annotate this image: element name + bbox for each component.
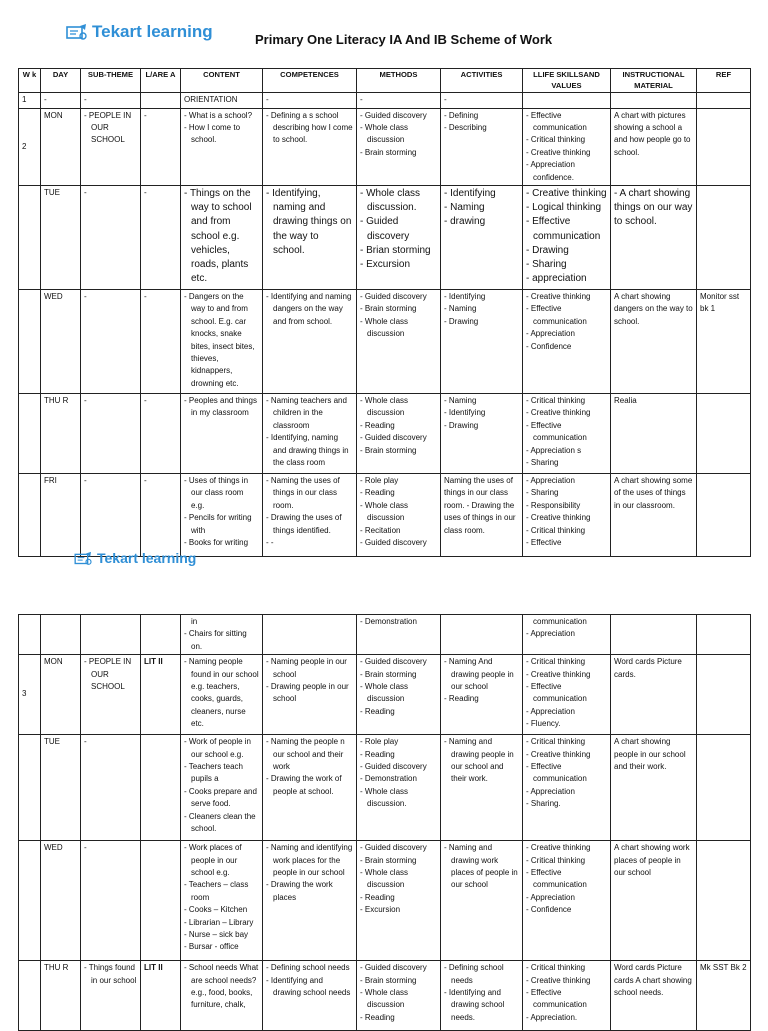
- content-cell: [181, 289, 263, 393]
- table-row: [19, 93, 751, 108]
- subtheme-cell: [81, 655, 141, 735]
- list-item: - Demonstration: [360, 616, 437, 628]
- activities-cell: [441, 393, 523, 473]
- list-item: - Brain storming: [360, 303, 437, 315]
- day-cell: [41, 615, 81, 655]
- table-row: [19, 841, 751, 961]
- methods-cell: [357, 473, 441, 556]
- table-row: [19, 289, 751, 393]
- week-cell: [19, 615, 41, 655]
- list-item: - Creative thinking: [526, 512, 607, 524]
- subtheme-cell: -: [81, 289, 141, 393]
- list-item: - Identifying: [444, 187, 519, 201]
- list-item: - Drawing: [526, 244, 607, 258]
- column-header: REF: [697, 69, 751, 93]
- list-item: - Things found in our school: [84, 962, 137, 987]
- list-item: - Identifying, naming and drawing things in the class room: [266, 432, 353, 469]
- list-item: - Defining school needs: [266, 962, 353, 974]
- activities-cell: [441, 185, 523, 289]
- content-cell: [181, 473, 263, 556]
- list-item: - Creative thinking: [526, 147, 607, 159]
- reference-cell: [697, 615, 751, 655]
- competences-cell: [263, 961, 357, 1031]
- list-item: - Effective communication: [526, 681, 607, 706]
- column-header: CONTENT: [181, 69, 263, 93]
- list-item: - Sharing: [526, 487, 607, 499]
- list-item: - Brian storming: [360, 244, 437, 258]
- list-item: - PEOPLE IN OUR SCHOOL: [84, 110, 137, 147]
- list-item: - How I come to school.: [184, 122, 259, 147]
- list-item: - Drawing people in our school: [266, 681, 353, 706]
- reference-cell: [697, 655, 751, 735]
- list-item: - Dangers on the way to and from school. E.g. car knocks, snake bites, insect bites, thieves, kidnappers, drowning etc.: [184, 291, 259, 390]
- list-item: - Creative thinking: [526, 975, 607, 987]
- list-item: - Critical thinking: [526, 134, 607, 146]
- activities-cell: [441, 289, 523, 393]
- list-item: - Creative thinking: [526, 291, 607, 303]
- competences-cell: [263, 108, 357, 185]
- list-item: - Whole class discussion: [360, 316, 437, 341]
- reference-cell: [697, 735, 751, 841]
- list-item: - Identifying: [444, 407, 519, 419]
- list-item: - Naming and drawing work places of people in our school: [444, 842, 519, 892]
- list-item: - Reading: [360, 706, 437, 718]
- scheme-table-page-1: [18, 68, 751, 557]
- week-cell: [19, 735, 41, 841]
- area-cell: -: [141, 473, 181, 556]
- week-cell: [19, 961, 41, 1031]
- list-item: - Reading: [360, 487, 437, 499]
- life-skills-cell: [523, 735, 611, 841]
- methods-cell: [357, 615, 441, 655]
- day-cell: TUE: [41, 185, 81, 289]
- list-item: - Whole class discussion: [360, 500, 437, 525]
- list-item: - Work places of people in our school e.g.: [184, 842, 259, 879]
- subtheme-cell: -: [81, 393, 141, 473]
- list-item: - Appreciation: [526, 706, 607, 718]
- list-item: - Books for writing: [184, 537, 259, 549]
- list-item: - Cleaners clean the school.: [184, 811, 259, 836]
- list-item: - Sharing.: [526, 798, 607, 810]
- reference-cell: Mk SST Bk 2: [697, 961, 751, 1031]
- list-item: - Confidence: [526, 904, 607, 916]
- day-cell: -: [41, 93, 81, 108]
- methods-cell: [357, 393, 441, 473]
- list-item: - Effective: [526, 537, 607, 549]
- list-item: - Appreciation: [526, 475, 607, 487]
- list-item: - Peoples and things in my classroom: [184, 395, 259, 420]
- area-cell: -: [141, 393, 181, 473]
- list-item: - Creative thinking: [526, 407, 607, 419]
- methods-cell: [357, 655, 441, 735]
- list-item: - Guided discovery: [360, 215, 437, 243]
- content-cell: in - Chairs for sitting on.: [181, 615, 263, 655]
- list-item: - Whole class discussion: [360, 122, 437, 147]
- reference-cell: [697, 473, 751, 556]
- list-item: - Effective communication: [526, 420, 607, 445]
- instructional-material-cell: - A chart showing things on our way to school.: [611, 185, 697, 289]
- life-skills-cell: [523, 841, 611, 961]
- list-item: - Critical thinking: [526, 855, 607, 867]
- activities-cell: -: [441, 93, 523, 108]
- list-item: - Critical thinking: [526, 656, 607, 668]
- list-item: - Identifying and naming dangers on the way and from school.: [266, 291, 353, 328]
- list-item: - Identifying and drawing school needs: [266, 975, 353, 1000]
- methods-cell: [357, 961, 441, 1031]
- list-item: - Teachers – class room: [184, 879, 259, 904]
- list-item: - Sharing: [526, 258, 607, 272]
- list-item: - Role play: [360, 736, 437, 748]
- life-skills-cell: [523, 473, 611, 556]
- list-item: - Identifying, naming and drawing things on the way to school.: [266, 187, 353, 258]
- content-cell: [181, 108, 263, 185]
- list-item: - Brain storming: [360, 147, 437, 159]
- reference-cell: Monitor sst bk 1: [697, 289, 751, 393]
- life-skills-cell: [523, 185, 611, 289]
- subtheme-cell: [81, 615, 141, 655]
- instructional-material-cell: [611, 93, 697, 108]
- list-item: - Guided discovery: [360, 962, 437, 974]
- list-item: - Brain storming: [360, 669, 437, 681]
- week-cell: [19, 393, 41, 473]
- list-item: - Bursar - office: [184, 941, 259, 953]
- activities-cell: [441, 841, 523, 961]
- list-item: - Librarian – Library: [184, 917, 259, 929]
- list-item: - Excursion: [360, 258, 437, 272]
- list-item: - Reading: [360, 892, 437, 904]
- list-item: - Whole class discussion: [360, 395, 437, 420]
- list-item: - Describing: [444, 122, 519, 134]
- subtheme-cell: [81, 108, 141, 185]
- week-cell: 2: [19, 108, 41, 185]
- content-cell: ORIENTATION: [181, 93, 263, 108]
- list-item: - Critical thinking: [526, 962, 607, 974]
- methods-cell: [357, 735, 441, 841]
- list-item: - Whole class discussion: [360, 867, 437, 892]
- list-item: - Critical thinking: [526, 736, 607, 748]
- day-cell: WED: [41, 841, 81, 961]
- week-cell: [19, 473, 41, 556]
- column-header: SUB-THEME: [81, 69, 141, 93]
- list-item: - Effective communication: [526, 110, 607, 135]
- list-item: - Brain storming: [360, 855, 437, 867]
- list-item: - Effective communication: [526, 215, 607, 243]
- activities-cell: [441, 961, 523, 1031]
- list-item: - Defining: [444, 110, 519, 122]
- subtheme-cell: -: [81, 735, 141, 841]
- list-item: - Cooks – Kitchen: [184, 904, 259, 916]
- instructional-material-cell: A chart showing people in our school and their work.: [611, 735, 697, 841]
- instructional-material-cell: Word cards Picture cards A chart showing school needs.: [611, 961, 697, 1031]
- list-item: - Guided discovery: [360, 110, 437, 122]
- reference-cell: [697, 393, 751, 473]
- list-item: - Naming And drawing people in our school: [444, 656, 519, 693]
- competences-cell: [263, 735, 357, 841]
- area-cell: [141, 735, 181, 841]
- list-item: - Appreciation.: [526, 1012, 607, 1024]
- activities-cell: [441, 108, 523, 185]
- list-item: - Logical thinking: [526, 201, 607, 215]
- week-cell: [19, 289, 41, 393]
- table-row: [19, 185, 751, 289]
- list-item: - Identifying and drawing school needs.: [444, 987, 519, 1024]
- reference-cell: [697, 93, 751, 108]
- area-cell: [141, 841, 181, 961]
- list-item: - Drawing: [444, 420, 519, 432]
- list-item: - Pencils for writing with: [184, 512, 259, 537]
- content-cell: [181, 185, 263, 289]
- life-skills-cell: [523, 961, 611, 1031]
- instructional-material-cell: A chart showing dangers on the way to school.: [611, 289, 697, 393]
- area-cell: -: [141, 289, 181, 393]
- list-item: - Sharing: [526, 457, 607, 469]
- instructional-material-cell: A chart showing some of the uses of things in our classroom.: [611, 473, 697, 556]
- reference-cell: [697, 108, 751, 185]
- list-item: - Identifying: [444, 291, 519, 303]
- competences-cell: [263, 473, 357, 556]
- day-cell: FRI: [41, 473, 81, 556]
- life-skills-cell: [523, 108, 611, 185]
- table-row: [19, 961, 751, 1031]
- list-item: - Things on the way to school and from school e.g. vehicles, roads, plants etc.: [184, 187, 259, 286]
- week-cell: [19, 841, 41, 961]
- instructional-material-cell: A chart showing work places of people in our school: [611, 841, 697, 961]
- area-cell: [141, 93, 181, 108]
- competences-cell: [263, 185, 357, 289]
- list-item: - drawing: [444, 215, 519, 229]
- list-item: - Brain storming: [360, 445, 437, 457]
- competences-cell: [263, 289, 357, 393]
- list-item: - Naming: [444, 395, 519, 407]
- day-cell: TUE: [41, 735, 81, 841]
- list-item: - Effective communication: [526, 761, 607, 786]
- list-item: - Drawing the work of people at school.: [266, 773, 353, 798]
- area-cell: LIT II: [141, 961, 181, 1031]
- activities-cell: [441, 735, 523, 841]
- subtheme-cell: -: [81, 841, 141, 961]
- list-item: - Naming: [444, 201, 519, 215]
- list-item: - Appreciation: [526, 786, 607, 798]
- instructional-material-cell: [611, 615, 697, 655]
- competences-cell: [263, 393, 357, 473]
- table-row: [19, 473, 751, 556]
- list-item: - Guided discovery: [360, 432, 437, 444]
- area-cell: LIT II: [141, 655, 181, 735]
- list-item: - Guided discovery: [360, 656, 437, 668]
- methods-cell: [357, 108, 441, 185]
- life-skills-cell: [523, 655, 611, 735]
- brand-name: Tekart learning: [92, 22, 213, 41]
- activities-cell: [441, 615, 523, 655]
- column-header: INSTRUCTIONAL MATERIAL: [611, 69, 697, 93]
- area-cell: [141, 615, 181, 655]
- list-item: - Defining school needs: [444, 962, 519, 987]
- subtheme-cell: -: [81, 473, 141, 556]
- table-row: [19, 393, 751, 473]
- list-item: - Appreciation: [526, 628, 607, 640]
- list-item: - Guided discovery: [360, 842, 437, 854]
- list-item: - What is a school?: [184, 110, 259, 122]
- list-item: - Reading: [360, 749, 437, 761]
- day-cell: WED: [41, 289, 81, 393]
- column-header: W k: [19, 69, 41, 93]
- list-item: - Drawing: [444, 316, 519, 328]
- list-item: - Guided discovery: [360, 291, 437, 303]
- table-row: [19, 108, 751, 185]
- list-item: - Cooks prepare and serve food.: [184, 786, 259, 811]
- list-item: - Role play: [360, 475, 437, 487]
- reference-cell: [697, 185, 751, 289]
- content-cell: [181, 655, 263, 735]
- day-cell: MON: [41, 108, 81, 185]
- list-item: - Responsibility: [526, 500, 607, 512]
- list-item: - Naming teachers and children in the classroom: [266, 395, 353, 432]
- competences-cell: [263, 615, 357, 655]
- activities-cell: Naming the uses of things in our class room. - Drawing the uses of things in our class room.: [441, 473, 523, 556]
- instructional-material-cell: A chart with pictures showing a school a and how people go to school.: [611, 108, 697, 185]
- table-row: [19, 655, 751, 735]
- list-item: - Excursion: [360, 904, 437, 916]
- table-row: [19, 615, 751, 655]
- list-item: - Whole class discussion: [360, 987, 437, 1012]
- column-header: DAY: [41, 69, 81, 93]
- column-header: METHODS: [357, 69, 441, 93]
- list-item: - Whole class discussion: [360, 681, 437, 706]
- list-item: - Appreciation: [526, 328, 607, 340]
- activities-cell: [441, 655, 523, 735]
- certificate-icon: [66, 23, 88, 41]
- instructional-material-cell: Word cards Picture cards.: [611, 655, 697, 735]
- list-item: - Appreciation confidence.: [526, 159, 607, 184]
- list-item: - appreciation: [526, 272, 607, 286]
- week-cell: 1: [19, 93, 41, 108]
- list-item: - Chairs for sitting on.: [184, 628, 259, 653]
- list-item: - Creative thinking: [526, 749, 607, 761]
- life-skills-cell: communication - Appreciation: [523, 615, 611, 655]
- column-header: L/ARE A: [141, 69, 181, 93]
- brand-logo-footer: [74, 550, 196, 566]
- content-cell: [181, 961, 263, 1031]
- list-item: - Reading: [360, 420, 437, 432]
- methods-cell: [357, 289, 441, 393]
- list-item: - Creative thinking: [526, 187, 607, 201]
- competences-cell: [263, 841, 357, 961]
- list-item: - Whole class discussion.: [360, 786, 437, 811]
- list-item: - Defining a s school describing how I come to school.: [266, 110, 353, 147]
- list-item: - Naming people in our school: [266, 656, 353, 681]
- list-item: - Nurse – sick bay: [184, 929, 259, 941]
- week-cell: [19, 185, 41, 289]
- list-item: - Work of people in our school e.g.: [184, 736, 259, 761]
- brand-name: Tekart learning: [97, 550, 197, 566]
- list-item: - Demonstration: [360, 773, 437, 785]
- list-item: - Fluency.: [526, 718, 607, 730]
- list-item: - Creative thinking: [526, 669, 607, 681]
- content-cell: [181, 841, 263, 961]
- area-cell: -: [141, 185, 181, 289]
- methods-cell: [357, 185, 441, 289]
- life-skills-cell: [523, 289, 611, 393]
- list-item: - Teachers teach pupils a: [184, 761, 259, 786]
- list-item: - Uses of things in our class room e.g.: [184, 475, 259, 512]
- life-skills-cell: [523, 393, 611, 473]
- content-cell: [181, 393, 263, 473]
- list-item: - Reading: [444, 693, 519, 705]
- list-item: - Creative thinking: [526, 842, 607, 854]
- day-cell: MON: [41, 655, 81, 735]
- list-item: - Recitation: [360, 525, 437, 537]
- list-item: - School needs What are school needs? e.g., food, books, furniture, chalk,: [184, 962, 259, 1012]
- list-item: - Naming and identifying work places for the people in our school: [266, 842, 353, 879]
- list-item: - Naming and drawing people in our school and their work.: [444, 736, 519, 786]
- list-item: - Appreciation s: [526, 445, 607, 457]
- list-item: - Guided discovery: [360, 761, 437, 773]
- list-item: - Critical thinking: [526, 525, 607, 537]
- content-cell: [181, 735, 263, 841]
- competences-cell: [263, 655, 357, 735]
- document-title: Primary One Literacy IA And IB Scheme of Work: [255, 32, 553, 47]
- list-item: - Effective communication: [526, 303, 607, 328]
- list-item: - Naming: [444, 303, 519, 315]
- day-cell: THU R: [41, 393, 81, 473]
- list-item: - Appreciation: [526, 892, 607, 904]
- list-item: - Effective communication: [526, 987, 607, 1012]
- list-item: - Guided discovery: [360, 537, 437, 549]
- list-item: - Confidence: [526, 341, 607, 353]
- list-item: - Drawing the uses of things identified.: [266, 512, 353, 537]
- list-item: - Brain storming: [360, 975, 437, 987]
- list-item: - Naming the people n our school and their work: [266, 736, 353, 773]
- list-item: - Whole class discussion.: [360, 187, 437, 215]
- week-cell: 3: [19, 655, 41, 735]
- subtheme-cell: -: [81, 93, 141, 108]
- subtheme-cell: -: [81, 185, 141, 289]
- column-header: ACTIVITIES: [441, 69, 523, 93]
- list-item: - Naming the uses of things in our class room.: [266, 475, 353, 512]
- list-item: - Critical thinking: [526, 395, 607, 407]
- list-item: - Drawing the work places: [266, 879, 353, 904]
- certificate-icon: [74, 551, 93, 566]
- life-skills-cell: [523, 93, 611, 108]
- methods-cell: -: [357, 93, 441, 108]
- list-item: - -: [266, 537, 353, 549]
- column-header: COMPETENCES: [263, 69, 357, 93]
- list-item: - Effective communication: [526, 867, 607, 892]
- column-header: LLIFE SKILLSAND VALUES: [523, 69, 611, 93]
- methods-cell: [357, 841, 441, 961]
- list-item: - Naming people found in our school e.g. teachers, cooks, guards, cleaners, nurse etc.: [184, 656, 259, 730]
- reference-cell: [697, 841, 751, 961]
- brand-logo: [66, 22, 213, 42]
- table-row: [19, 735, 751, 841]
- competences-cell: -: [263, 93, 357, 108]
- area-cell: -: [141, 108, 181, 185]
- instructional-material-cell: Realia: [611, 393, 697, 473]
- list-item: - PEOPLE IN OUR SCHOOL: [84, 656, 137, 693]
- subtheme-cell: [81, 961, 141, 1031]
- scheme-table-page-2: [18, 614, 751, 1031]
- day-cell: THU R: [41, 961, 81, 1031]
- list-item: - Reading: [360, 1012, 437, 1024]
